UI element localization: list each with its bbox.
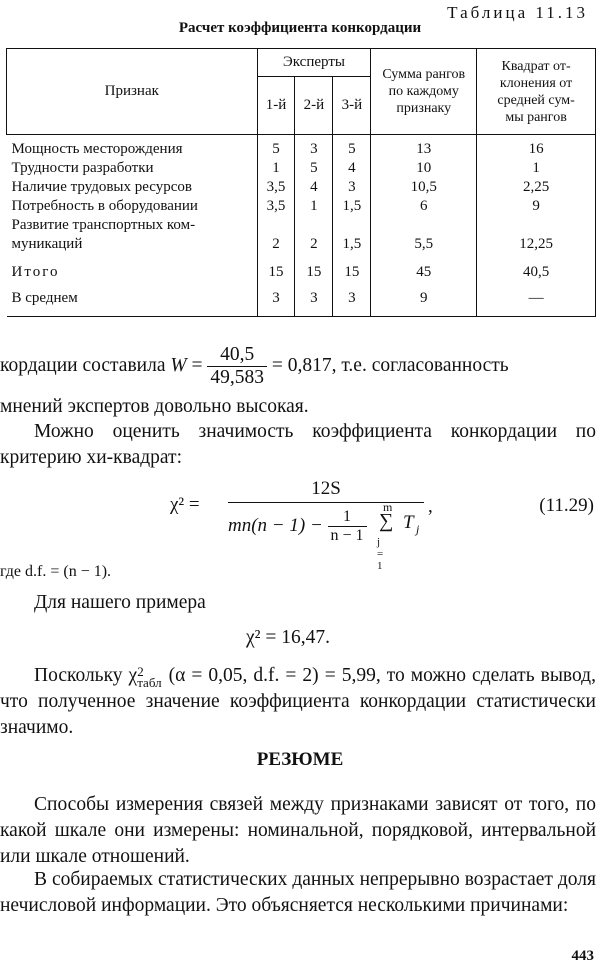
row-e2: 2 [295, 216, 333, 254]
row-sq: 2,25 [477, 178, 596, 197]
row-e3: 1,5 [333, 197, 371, 216]
row-e2: 1 [295, 197, 333, 216]
row-e1: 3,5 [257, 197, 295, 216]
header-sum-ranks: Сумма рангов по каждому признаку [371, 49, 477, 135]
summary-paragraph-1: Способы измерения связей между признаками зависят от того, по какой шкале они измерены: номинальной, порядковой, интервальной или шкале отношений. [0, 794, 596, 867]
table-title: Расчет коэффициента конкордации [178, 20, 422, 36]
row-sq: 40,5 [477, 254, 596, 282]
row-feature: В среднем [7, 282, 258, 316]
row-feature: Итого [11, 264, 60, 280]
concordance-sentence: кордации составила W = $\frac{40,5}{49,583}$ = 0,817, т.е. согласованность [0, 344, 509, 388]
row-e1: 3 [257, 282, 295, 316]
row-feature: Развитие транспортных ком- муникаций [11, 217, 196, 252]
row-feature: Мощность месторождения [11, 141, 183, 157]
row-feature: Трудности разработки [11, 160, 154, 176]
table-row [7, 197, 596, 216]
concordance-sentence-end: мнений экспертов довольно высокая. [0, 396, 309, 417]
row-e2: 5 [295, 159, 333, 178]
row-sum: 13 [371, 135, 477, 160]
w-fraction: $\frac{40,5}{49,583}$ [207, 344, 267, 389]
row-e1: 3,5 [257, 178, 295, 197]
summary-paragraph-2: В собираемых статистических данных непрерывно возрастает доля нечисловой информации. Это объясняется несколькими причинами: [0, 869, 596, 916]
table-row [7, 282, 596, 316]
section-heading: РЕЗЮМЕ [256, 749, 344, 770]
table-row [7, 178, 596, 197]
row-sq: 1 [477, 159, 596, 178]
row-e2: 4 [295, 178, 333, 197]
row-e3: 3 [333, 178, 371, 197]
table-row [7, 135, 596, 160]
chi-square-value: χ² = 16,47. [246, 627, 330, 648]
header-expert-1: 1-й [257, 77, 295, 135]
row-e3: 1,5 [333, 216, 371, 254]
significance-paragraph: Поскольку χ 2 табл (α = 0,05, d.f. = 2) = 5,99, то можно сделать вывод, что полученное значение коэффициента конкордации статистически значимо. [0, 663, 596, 738]
row-e3: 3 [333, 282, 371, 316]
row-e1: 2 [257, 216, 295, 254]
row-sum: 10,5 [371, 178, 477, 197]
row-e2: 3 [295, 135, 333, 160]
table-row [7, 159, 596, 178]
header-expert-2: 2-й [295, 77, 333, 135]
table-row [7, 216, 596, 254]
row-sq: 12,25 [477, 216, 596, 254]
row-sum: 6 [371, 197, 477, 216]
row-feature: Наличие трудовых ресурсов [11, 179, 192, 195]
row-sum: 45 [371, 254, 477, 282]
table-row [7, 254, 596, 282]
row-feature: Потребность в оборудовании [11, 198, 198, 214]
header-experts: Эксперты [257, 49, 371, 77]
row-e1: 1 [257, 159, 295, 178]
row-e3: 15 [333, 254, 371, 282]
degrees-of-freedom: где d.f. = (n − 1). [0, 563, 112, 580]
page-number: 443 [571, 948, 594, 964]
header-squared-deviation: Квадрат от- клонения от средней сум- мы рангов [477, 49, 596, 135]
row-e1: 5 [257, 135, 295, 160]
row-e3: 4 [333, 159, 371, 178]
row-sum: 9 [371, 282, 477, 316]
row-sum: 10 [371, 159, 477, 178]
header-feature: Признак [7, 49, 258, 135]
concordance-table [6, 48, 596, 317]
row-sq: — [477, 282, 596, 316]
row-e2: 3 [295, 282, 333, 316]
row-e1: 15 [257, 254, 295, 282]
header-expert-3: 3-й [333, 77, 371, 135]
row-e2: 15 [295, 254, 333, 282]
row-e3: 5 [333, 135, 371, 160]
table-label: Таблица 11.13 [447, 3, 588, 22]
row-sq: 9 [477, 197, 596, 216]
example-line: Для нашего примера [34, 592, 206, 613]
row-sq: 16 [477, 135, 596, 160]
formula-number: (11.29) [539, 495, 594, 516]
row-sum: 5,5 [371, 216, 477, 254]
chi-square-paragraph: Можно оценить значимость коэффициента конкордации по критерию хи-квадрат: [0, 421, 596, 468]
